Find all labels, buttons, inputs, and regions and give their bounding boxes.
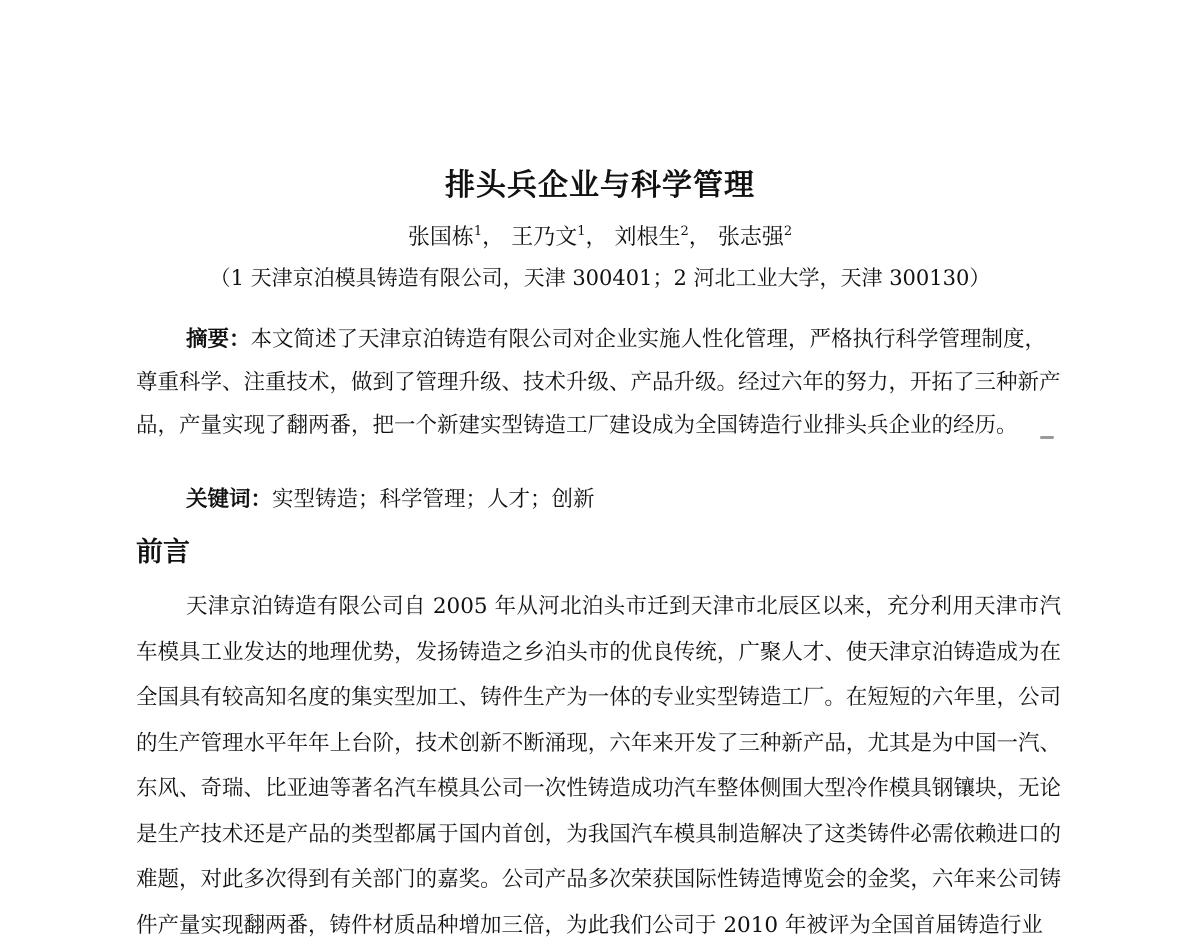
author-separator: ， — [482, 225, 505, 250]
author-affil-mark: 2 — [680, 224, 689, 239]
keywords-label: 关键词： — [186, 487, 273, 512]
author-separator: ， — [688, 225, 711, 250]
keywords — [186, 478, 595, 521]
affiliations: （1 天津京泊模具铸造有限公司，天津 300401；2 河北工业大学，天津 300130） — [209, 266, 991, 290]
paper-title: 排头兵企业与科学管理 — [445, 168, 755, 203]
abstract — [136, 318, 1061, 447]
author-affil-mark: 1 — [473, 224, 483, 239]
abstract-label: 摘要： — [186, 327, 251, 352]
author-affil-mark: 2 — [783, 224, 793, 239]
author-name: 刘根生 — [614, 225, 681, 250]
author-separator: ， — [585, 225, 608, 250]
section-heading: 前言 — [136, 537, 190, 568]
scan-smudge-mark — [1040, 436, 1054, 439]
author-name: 王乃文 — [511, 225, 578, 250]
body-paragraph: 天津京泊铸造有限公司自 2005 年从河北泊头市迁到天津市北辰区以来，充分利用天津市汽车模具工业发达的地理优势，发扬铸造之乡泊头市的优良传统，广聚人才、使天津京泊铸造成为在全国具有较高知名度的集实型加工、铸件生产为一体的专业实型铸造工厂。在短短的六年里，公司的生产管理水平年年上台阶，技术创新不断涌现，六年来开发了三种新产品，尤其是为中国一汽、东风、奇瑞、比亚迪等著名汽车模具公司一次性铸造成功汽车整体侧围大型冷作模具钢镶块，无论是生产技术还是产品的类型都属于国内首创，为我国汽车模具制造解决了这类铸件必需依赖进口的难题，对此多次得到有关部门的嘉奖。公司产品多次荣获国际性铸造博览会的金奖，六年来公司铸件产量实现翻两番，铸件材质品种增加三倍，为此我们公司于 2010 年被评为全国首届铸造行业 — [136, 594, 1061, 938]
keywords-text: 实型铸造；科学管理；人才；创新 — [272, 487, 595, 512]
author-name: 张志强 — [717, 225, 784, 250]
author-name: 张国栋 — [407, 225, 474, 250]
author-list — [0, 220, 1200, 251]
abstract-text: 本文简述了天津京泊铸造有限公司对企业实施人性化管理，严格执行科学管理制度，尊重科学、注重技术，做到了管理升级、技术升级、产品升级。经过六年的努力，开拓了三种新产品，产量实现了翻两番，把一个新建实型铸造工厂建设成为全国铸造行业排头兵企业的经历。 — [136, 327, 1061, 438]
author-affil-mark: 1 — [577, 224, 586, 239]
